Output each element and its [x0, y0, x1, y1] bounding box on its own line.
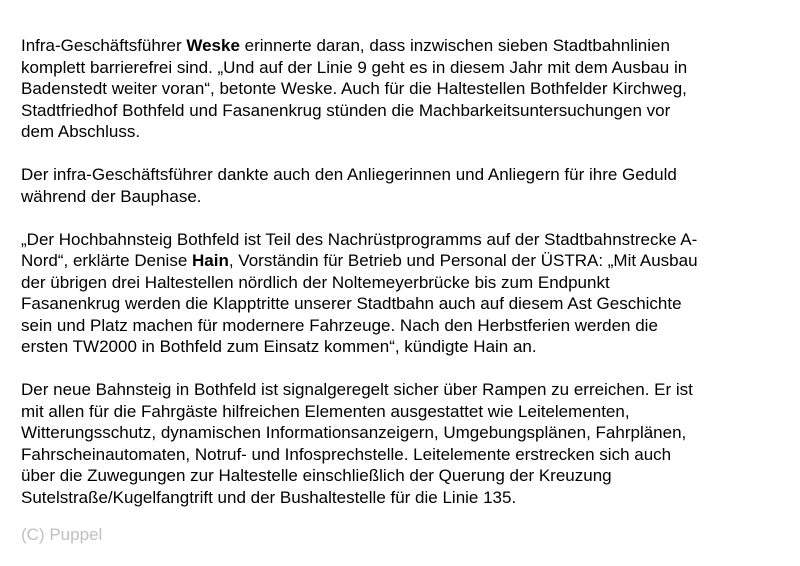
paragraph-1-start: Infra-Geschäftsführer [21, 36, 187, 55]
paragraph-1-rest: erinnerte daran, dass inzwischen sieben Stadtbahnlinien komplett barrierefrei sind. „Und auf der Linie 9 geht es in diesem Jahr mit dem Ausbau in Badenstedt weiter voran“, betonte Weske. Auch für die Haltestellen Bothfelder Kirchweg, Stadtfriedhof Bothfeld und Fasanenkrug stünden die Machbarkeitsuntersuchungen vor dem Abschluss. [21, 36, 688, 141]
article-body [21, 35, 791, 530]
paragraph-3-start: „Der Hochbahnsteig Bothfeld ist Teil des Nachrüstprogramms auf der Stadtbahnstrecke A- Nord“, erklärte Denise [21, 229, 698, 270]
paragraph-1 [21, 35, 791, 143]
name-hain: Hain [192, 251, 229, 270]
photo-credit: (C) Puppel [21, 525, 103, 544]
paragraph-4: Der neue Bahnsteig in Bothfeld ist signalgeregelt sicher über Rampen zu erreichen. Er ist mit allen für die Fahrgäste hilfreichen Elementen ausgestattet wie Leitelementen, Witterungsschutz, dynamischen Informationsanzeigern, Umgebungsplänen, Fahrplänen, Fahrscheinautomaten, Notruf- und Infosprechstelle. Leitelemente erstrecken sich auch über die Zuwegungen zur Haltestelle einschließlich der Querung der Kreuzung Sutelstraße/Kugelfangtrift und der Bushaltestelle für die Linie 135. [21, 380, 693, 507]
paragraph-3-rest: , Vorständin für Betrieb und Personal der ÜSTRA: „Mit Ausbau der übrigen drei Haltestellen nördlich der Noltemeyerbrücke bis zum Endpunkt Fasanenkrug werden die Klapptritte unserer Stadtbahn auch auf diesem Ast Geschichte sein und Platz machen für modernere Fahrzeuge. Nach den Herbstferien werden die ersten TW2000 in Bothfeld zum Einsatz kommen“, kündigte Hain an. [21, 251, 698, 356]
paragraph-3 [21, 229, 791, 358]
paragraph-2: Der infra-Geschäftsführer dankte auch den Anliegerinnen und Anliegern für ihre Geduld während der Bauphase. [21, 165, 677, 206]
name-weske: Weske [186, 36, 240, 55]
